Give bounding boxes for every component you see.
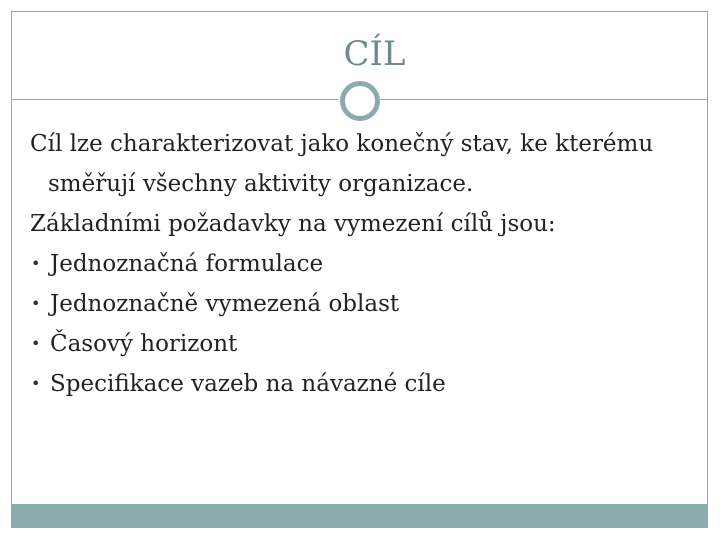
divider-circle-icon [340,81,380,121]
list-item-text: Specifikace vazeb na návazné cíle [50,371,446,397]
list-item [30,364,700,404]
list-item [30,324,700,364]
bullet-icon: • [31,334,41,353]
list-item-text: Časový horizont [50,331,238,357]
footer-bar [12,504,707,527]
bullet-icon: • [31,254,41,273]
list-item-text: Jednoznačná formulace [50,251,324,277]
bullet-icon: • [31,294,41,313]
requirements-list [30,244,700,404]
definition-paragraph: Cíl lze charakterizovat jako konečný stav, ke kterému směřují všechny aktivity organizace. [30,131,654,197]
list-item-text: Jednoznačně vymezená oblast [50,291,400,317]
list-item [30,244,700,284]
slide-content [30,124,700,404]
bullet-icon: • [31,374,41,393]
list-item [30,284,700,324]
requirements-intro: Základními požadavky na vymezení cílů jsou: [30,211,556,237]
slide-title: CÍL [343,34,406,74]
